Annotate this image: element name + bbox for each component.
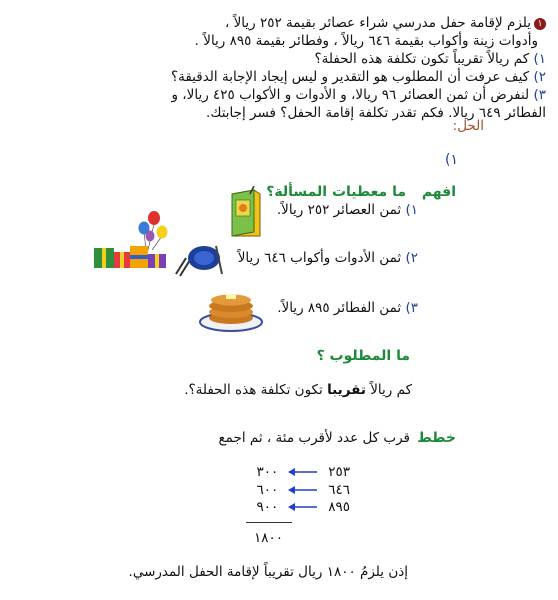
solution-label: الحل: — [452, 118, 484, 134]
question-2: ٢) كيف عرفت أن المطلوب هو التقدير و ليس إيجاد الإجابة الدقيقة؟ — [170, 69, 546, 85]
juice-box-icon — [228, 186, 262, 238]
rounding-row: ٦٤٦٦٠٠ — [256, 482, 350, 498]
solution-part-number: ١) — [445, 152, 458, 168]
understand-heading: افهم — [421, 184, 456, 200]
plan-text: قرب كل عدد لأقرب مئة ، ثم اجمع — [218, 430, 410, 446]
question-1: ١) كم ريالاً تقريباً تكون تكلفة هذه الحفلة؟ — [314, 51, 546, 67]
problem-statement — [16, 14, 546, 122]
rounding-row: ٢٥٣٣٠٠ — [256, 464, 350, 480]
problem-number-badge: ١ — [534, 18, 546, 30]
required-text: كم ريالاً تقريبا تكون تكلفة هذه الحفلة؟. — [184, 382, 412, 398]
understand-subheading: ما معطيات المسألة؟ — [266, 184, 406, 200]
question-3: ٣) لنفرض أن ثمن العصائر ٩٦ ريالا، و الأدوات و الأكواب ٤٢٥ ريالا، و — [171, 87, 546, 103]
question-3-continued: الفطائر ٦٤٩ ريالا. فكم تقدر تكلفة إقامة الحفل؟ فسر إجابتك. — [206, 105, 546, 121]
problem-line-1: ١يلزم لإقامة حفل مدرسي شراء عصائر بقيمة ٢٥٢ ريالاً ، — [16, 14, 546, 32]
gifts-balloons-icon — [92, 210, 170, 272]
arrow-left-icon — [288, 485, 318, 495]
pancake-stack-icon — [198, 288, 264, 332]
plate-cutlery-icon — [172, 240, 224, 278]
given-item-1: ١) ثمن العصائر ٢٥٢ ريالاً. — [276, 202, 418, 218]
given-item-2: ٢) ثمن الأدوات وأكواب ٦٤٦ ريالاً — [237, 250, 418, 266]
arrow-left-icon — [288, 467, 318, 477]
given-item-3: ٣) ثمن الفطائر ٨٩٥ ريالاً. — [277, 300, 418, 316]
arrow-left-icon — [288, 502, 318, 512]
plan-heading: خطط — [417, 430, 456, 446]
rounding-row: ٨٩٥٩٠٠ — [256, 499, 350, 515]
problem-line-2: وأدوات زينة وأكواب بقيمة ٦٤٦ ريالاً ، وفطائر بقيمة ٨٩٥ ريالاً . — [194, 33, 538, 49]
sum-total: ١٨٠٠ — [254, 530, 284, 546]
required-heading: ما المطلوب ؟ — [316, 348, 410, 364]
sum-line — [246, 522, 292, 523]
conclusion-text: إذن يلزمُ ١٨٠٠ ريال تقريباً لإقامة الحفل المدرسي. — [128, 564, 408, 580]
